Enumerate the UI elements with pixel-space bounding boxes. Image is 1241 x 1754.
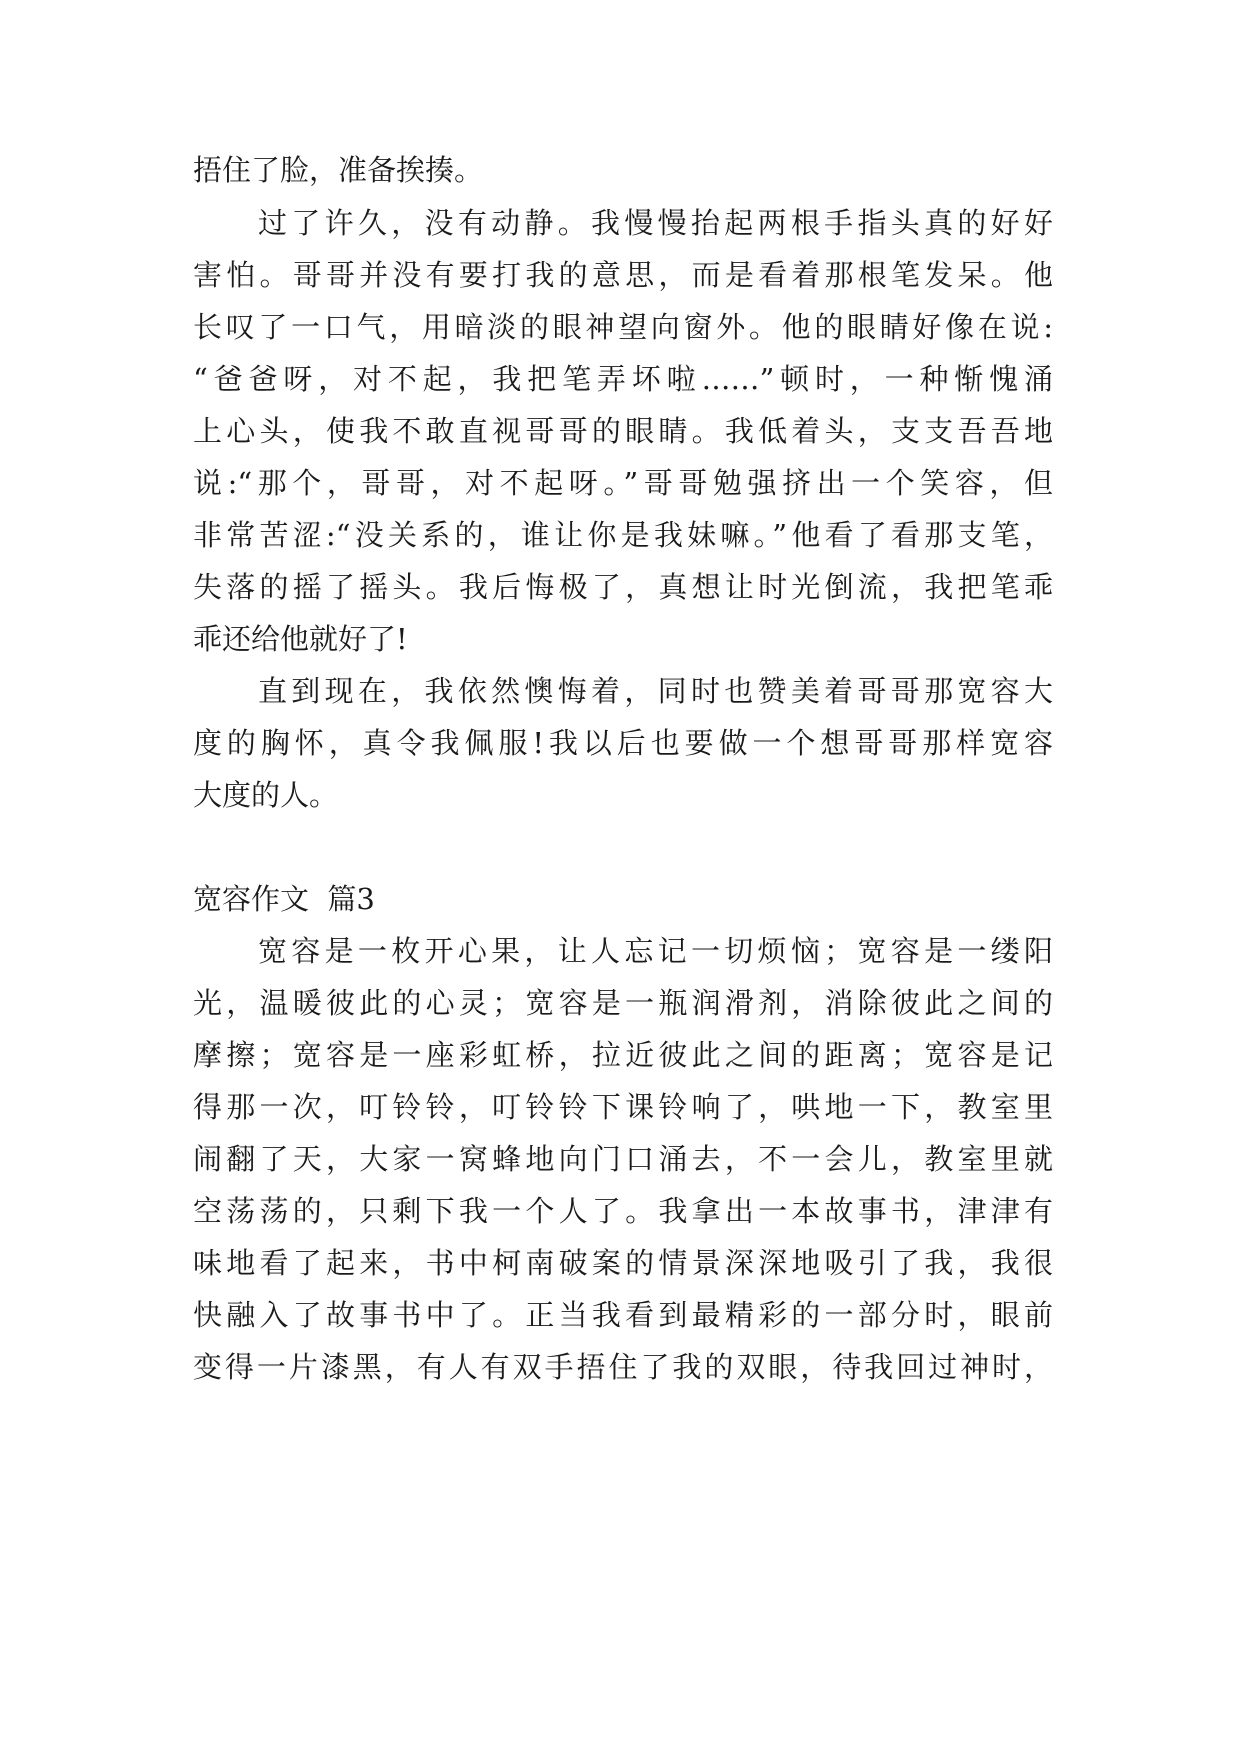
text-line: 得那一次，叮铃铃，叮铃铃下课铃响了，哄地一下，教室里: [193, 1090, 1053, 1124]
text-line: 过了许久，没有动静。我慢慢抬起两根手指头真的好好: [258, 206, 1053, 240]
text-line: 大度的人。: [193, 778, 339, 812]
text-line: 变得一片漆黑，有人有双手捂住了我的双眼，待我回过神时，: [193, 1350, 1053, 1384]
text-line: 光，温暖彼此的心灵；宽容是一瓶润滑剂，消除彼此之间的: [193, 986, 1053, 1020]
text-line: 说:“那个，哥哥，对不起呀。”哥哥勉强挤出一个笑容，但: [193, 466, 1053, 500]
text-line: 直到现在，我依然懊悔着，同时也赞美着哥哥那宽容大: [258, 674, 1053, 708]
text-line: 摩擦；宽容是一座彩虹桥，拉近彼此之间的距离；宽容是记: [193, 1038, 1053, 1072]
text-line: 快融入了故事书中了。正当我看到最精彩的一部分时，眼前: [193, 1298, 1053, 1332]
text-line: “爸爸呀，对不起，我把笔弄坏啦……”顿时，一种惭愧涌: [193, 362, 1053, 396]
text-line: 失落的摇了摇头。我后悔极了，真想让时光倒流，我把笔乖: [193, 570, 1053, 604]
text-line: 乖还给他就好了!: [193, 622, 408, 656]
text-line: 空荡荡的，只剩下我一个人了。我拿出一本故事书，津津有: [193, 1194, 1053, 1228]
text-line: 度的胸怀，真令我佩服!我以后也要做一个想哥哥那样宽容: [193, 726, 1053, 760]
text-line: 闹翻了天，大家一窝蜂地向门口涌去，不一会儿，教室里就: [193, 1142, 1053, 1176]
text-line: 味地看了起来，书中柯南破案的情景深深地吸引了我，我很: [193, 1246, 1053, 1280]
text-line: 害怕。哥哥并没有要打我的意思，而是看着那根笔发呆。他: [193, 258, 1053, 292]
section-heading: 宽容作文 篇3: [193, 882, 375, 916]
text-line: 上心头，使我不敢直视哥哥的眼睛。我低着头，支支吾吾地: [193, 414, 1053, 448]
text-line: 非常苦涩:“没关系的，谁让你是我妹嘛。”他看了看那支笔，: [193, 518, 1053, 552]
text-line: 宽容是一枚开心果，让人忘记一切烦恼；宽容是一缕阳: [258, 934, 1053, 968]
text-line: 捂住了脸，准备挨揍。: [193, 153, 484, 187]
text-line: 长叹了一口气，用暗淡的眼神望向窗外。他的眼睛好像在说:: [193, 310, 1053, 344]
